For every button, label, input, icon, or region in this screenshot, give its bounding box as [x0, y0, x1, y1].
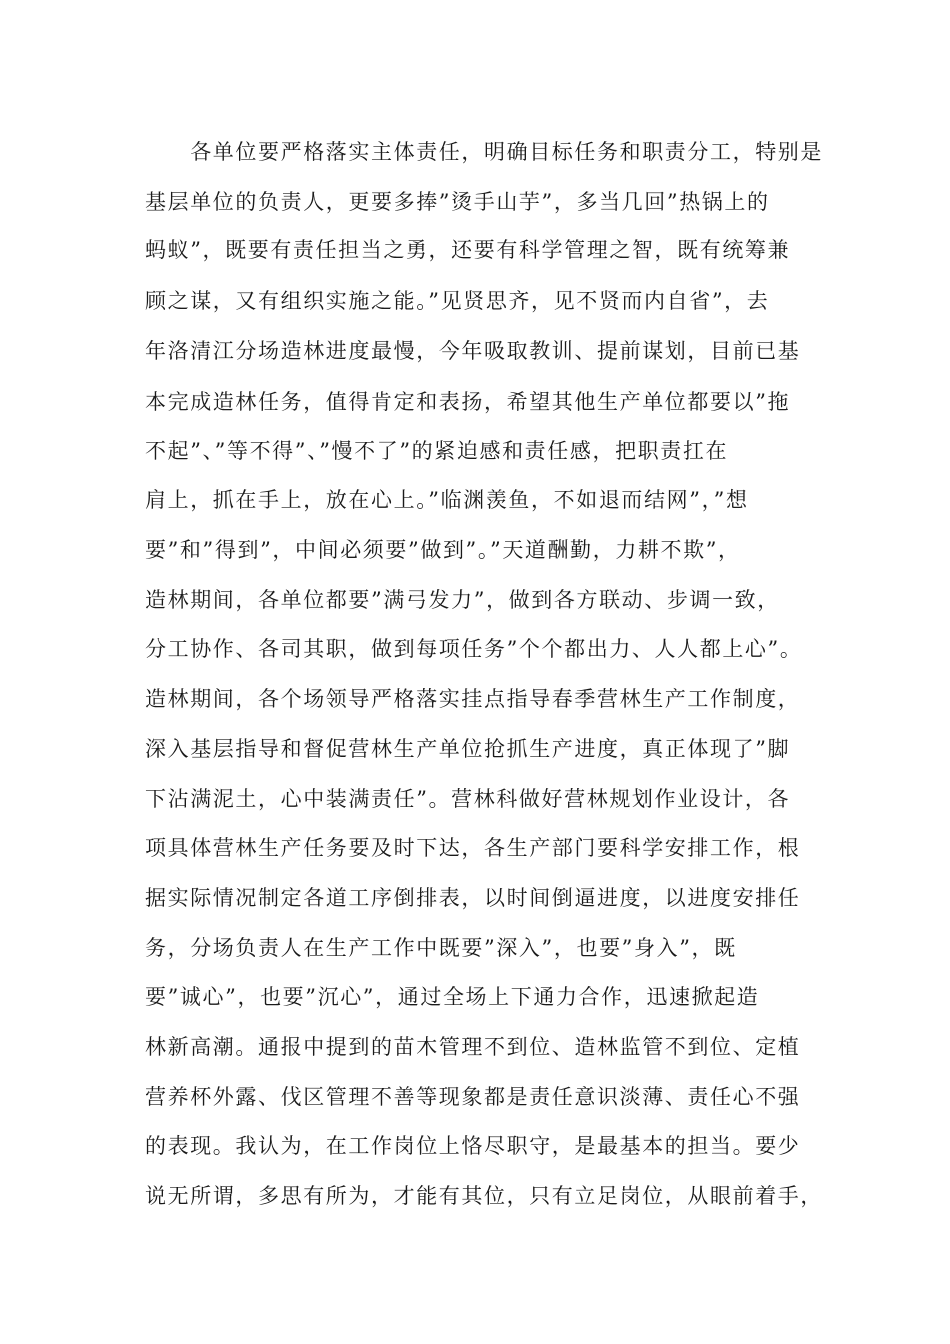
paragraph-line: 林新高潮。通报中提到的苗木管理不到位、造林监管不到位、定植	[145, 1035, 801, 1059]
paragraph-line: 分工协作、各司其职，做到每项任务”个个都出力、人人都上心”。	[145, 637, 803, 661]
paragraph-line: 要”诚心”，也要”沉心”，通过全场上下通力合作，迅速掀起造	[145, 985, 760, 1009]
paragraph-line: 不起”、”等不得”、”慢不了”的紧迫感和责任感，把职责扛在	[145, 439, 729, 463]
paragraph-line: 本完成造林任务，值得肯定和表扬，希望其他生产单位都要以”拖	[145, 390, 791, 414]
paragraph-line: 顾之谋，又有组织实施之能。”见贤思齐，见不贤而内自省”，去	[145, 289, 770, 313]
paragraph-line: 深入基层指导和督促营林生产单位抢抓生产进度，真正体现了”脚	[145, 737, 791, 761]
paragraph-line: 造林期间，各单位都要”满弓发力”，做到各方联动、步调一致，	[145, 588, 780, 612]
paragraph-line: 项具体营林生产任务要及时下达，各生产部门要科学安排工作，根	[145, 836, 801, 860]
paragraph-line: 下沾满泥土，心中装满责任”。营林科做好营林规划作业设计，各	[145, 787, 791, 811]
paragraph-line: 说无所谓，多思有所为，才能有其位，只有立足岗位，从眼前着手，	[145, 1184, 823, 1208]
paragraph-line: 务，分场负责人在生产工作中既要”深入”，也要”身入”，既	[145, 936, 737, 960]
paragraph-line: 要”和”得到”，中间必须要”做到”。”天道酬勤，力耕不欺”，	[145, 538, 741, 562]
paragraph-line: 造林期间，各个场领导严格落实挂点指导春季营林生产工作制度，	[145, 687, 801, 711]
paragraph-line: 营养杯外露、伐区管理不善等现象都是责任意识淡薄、责任心不强	[145, 1085, 801, 1109]
paragraph-line: 肩上，抓在手上，放在心上。”临渊羡鱼，不如退而结网”，”想	[145, 488, 749, 512]
paragraph-line: 基层单位的负责人，更要多捧”烫手山芋”，多当几回”热锅上的	[145, 190, 770, 214]
paragraph-line: 蚂蚁”，既要有责任担当之勇，还要有科学管理之智，既有统筹兼	[145, 238, 791, 262]
paragraph-line: 年洛清江分场造林进度最慢，今年吸取教训、提前谋划，目前已基	[145, 339, 801, 363]
paragraph-line: 据实际情况制定各道工序倒排表，以时间倒逼进度，以进度安排任	[145, 886, 801, 910]
paragraph-line: 各单位要严格落实主体责任，明确目标任务和职责分工，特别是	[145, 140, 823, 164]
paragraph-line: 的表现。我认为，在工作岗位上恪尽职守，是最基本的担当。要少	[145, 1134, 801, 1158]
